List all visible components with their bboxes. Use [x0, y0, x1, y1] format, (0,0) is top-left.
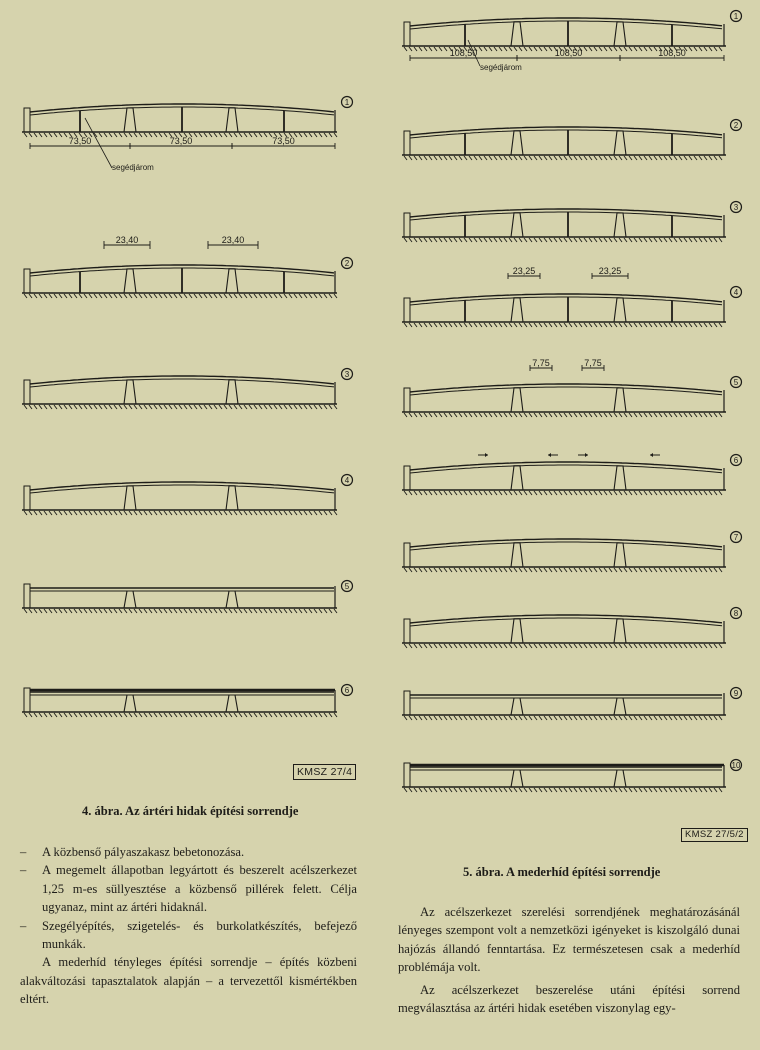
- stage-number: 9: [733, 689, 739, 699]
- construction-stage: [22, 235, 353, 298]
- abutment: [24, 688, 30, 712]
- stage-number: 4: [733, 288, 739, 298]
- construction-stage: [402, 688, 742, 721]
- construction-stage: [22, 685, 353, 718]
- abutment: [404, 543, 410, 567]
- construction-stage: [22, 97, 353, 173]
- abutment: [404, 691, 410, 715]
- pier: [511, 213, 523, 237]
- arrow-head: [585, 453, 588, 457]
- dimension-label: 73,50: [169, 136, 193, 146]
- aux-support-label: segédjárom: [112, 163, 154, 172]
- abutment: [24, 584, 30, 608]
- dimension-label: 108,50: [449, 48, 478, 58]
- pier: [614, 388, 626, 412]
- dimension-label: 108,50: [554, 48, 583, 58]
- construction-stage: [402, 120, 742, 161]
- pier: [511, 388, 523, 412]
- bullet-item: – A közbenső pályaszakasz bebetonozása.: [20, 845, 245, 859]
- abutment: [404, 763, 410, 787]
- arrow-head: [650, 453, 653, 457]
- construction-stage: [22, 369, 353, 410]
- construction-stage: [22, 475, 353, 516]
- abutment: [24, 269, 30, 293]
- aux-support-label: segédjárom: [480, 63, 522, 72]
- pier: [124, 108, 136, 132]
- abutment: [24, 108, 30, 132]
- pier: [124, 695, 136, 712]
- abutment: [24, 486, 30, 510]
- pier: [226, 695, 238, 712]
- ground-hatch: [404, 716, 722, 720]
- dimension-label: 23,25: [512, 266, 536, 276]
- pier: [226, 591, 238, 608]
- stage-number: 3: [344, 370, 350, 380]
- bullet-item: – A megemelt állapotban legyártott és beszerelt acélszerkezet 1,25 m-es süllyesztése a közbenső pillérek felett. Célja ugyanaz, mint az ártéri hidaknál.: [20, 863, 357, 915]
- stage-number: 5: [344, 582, 350, 592]
- abutment: [404, 619, 410, 643]
- ground-hatch: [404, 413, 722, 417]
- construction-stage: [402, 608, 742, 649]
- stage-number: 6: [344, 686, 350, 696]
- dimension-label: 7,75: [532, 358, 550, 368]
- ground-hatch: [404, 323, 722, 327]
- construction-stage: [402, 453, 742, 495]
- left-paragraph: A mederhíd tényleges építési sorrendje – építés közbeni alakváltozási tapasztalatok alapján – a tervezettől kismértékben eltért.: [20, 955, 357, 1007]
- pier: [124, 269, 136, 293]
- arrow-head: [485, 453, 488, 457]
- construction-stage: [402, 266, 742, 327]
- ground-hatch: [24, 713, 337, 717]
- figure-4-stamp: KMSZ 27/4: [293, 764, 356, 780]
- ground-hatch: [404, 568, 722, 572]
- pier: [614, 22, 626, 46]
- ground-hatch: [404, 788, 722, 792]
- abutment: [24, 380, 30, 404]
- stage-number: 4: [344, 476, 350, 486]
- stage-number: 6: [733, 456, 739, 466]
- abutment: [404, 388, 410, 412]
- stage-number: 2: [733, 121, 739, 131]
- abutment: [404, 131, 410, 155]
- dimension-label: 7,75: [584, 358, 602, 368]
- construction-stage: [402, 202, 742, 243]
- pier: [614, 698, 626, 715]
- pier: [614, 131, 626, 155]
- right-paragraph: Az acélszerkezet beszerelése utáni építési sorrend megválasztása az ártéri hidak esetében viszonylag egy-: [398, 982, 740, 1016]
- pier: [124, 486, 136, 510]
- right-text-column: [398, 903, 740, 1017]
- pier: [226, 486, 238, 510]
- ground-hatch: [24, 405, 337, 409]
- stage-number: 8: [733, 609, 739, 619]
- construction-stage: [402, 760, 742, 793]
- right-paragraph: Az acélszerkezet szerelési sorrendjének meghatározásánál lényeges szempont volt a nemzetközi igényeket is kiszolgáló dunai hajózás állandó fenntartása. Ez természetesen csak a mederhíd problémája volt.: [398, 905, 740, 975]
- pier: [614, 298, 626, 322]
- ground-hatch: [24, 294, 337, 298]
- pier: [226, 108, 238, 132]
- pier: [511, 698, 523, 715]
- dimension-label: 23,40: [221, 235, 245, 245]
- arrow-head: [548, 453, 551, 457]
- dimension-label: 108,50: [658, 48, 686, 58]
- ground-hatch: [24, 609, 337, 613]
- pier: [226, 269, 238, 293]
- dimension-label: 73,50: [68, 136, 92, 146]
- pier: [511, 543, 523, 567]
- dimension-label: 73,50: [272, 136, 295, 146]
- figure-5-stamp: KMSZ 27/5/2: [681, 828, 748, 842]
- stage-number: 10: [731, 761, 741, 771]
- abutment: [404, 22, 410, 46]
- stage-number: 1: [344, 98, 350, 108]
- stage-number: 7: [733, 533, 739, 543]
- figure-4-caption: 4. ábra. Az ártéri hidak építési sorrendje: [82, 804, 299, 818]
- left-text-column: [20, 843, 357, 1009]
- construction-stage: [22, 581, 353, 614]
- construction-stage: [402, 358, 742, 417]
- pier: [511, 466, 523, 490]
- pier: [124, 380, 136, 404]
- pier: [226, 380, 238, 404]
- ground-hatch: [404, 644, 722, 648]
- pier: [614, 619, 626, 643]
- pier: [614, 770, 626, 787]
- ground-hatch: [404, 491, 722, 495]
- pier: [511, 298, 523, 322]
- pier: [511, 22, 523, 46]
- construction-stage: [402, 11, 742, 73]
- abutment: [404, 213, 410, 237]
- figure-5-caption: 5. ábra. A mederhíd építési sorrendje: [463, 865, 661, 879]
- dimension-label: 23,25: [598, 266, 622, 276]
- pier: [614, 213, 626, 237]
- stage-number: 2: [344, 259, 350, 269]
- pier: [614, 466, 626, 490]
- pier: [614, 543, 626, 567]
- pier: [511, 619, 523, 643]
- construction-stage: [402, 532, 742, 573]
- ground-hatch: [24, 511, 337, 515]
- stage-number: 3: [733, 203, 739, 213]
- dimension-label: 23,40: [115, 235, 139, 245]
- pier: [511, 770, 523, 787]
- ground-hatch: [404, 238, 722, 242]
- bullet-item: – Szegélyépítés, szigetelés- és burkolatkészítés, befejező munkák.: [20, 918, 357, 952]
- stage-number: 1: [733, 12, 739, 22]
- ground-hatch: [404, 156, 722, 160]
- stage-number: 5: [733, 378, 739, 388]
- abutment: [404, 298, 410, 322]
- abutment: [404, 466, 410, 490]
- pier: [124, 591, 136, 608]
- pier: [511, 131, 523, 155]
